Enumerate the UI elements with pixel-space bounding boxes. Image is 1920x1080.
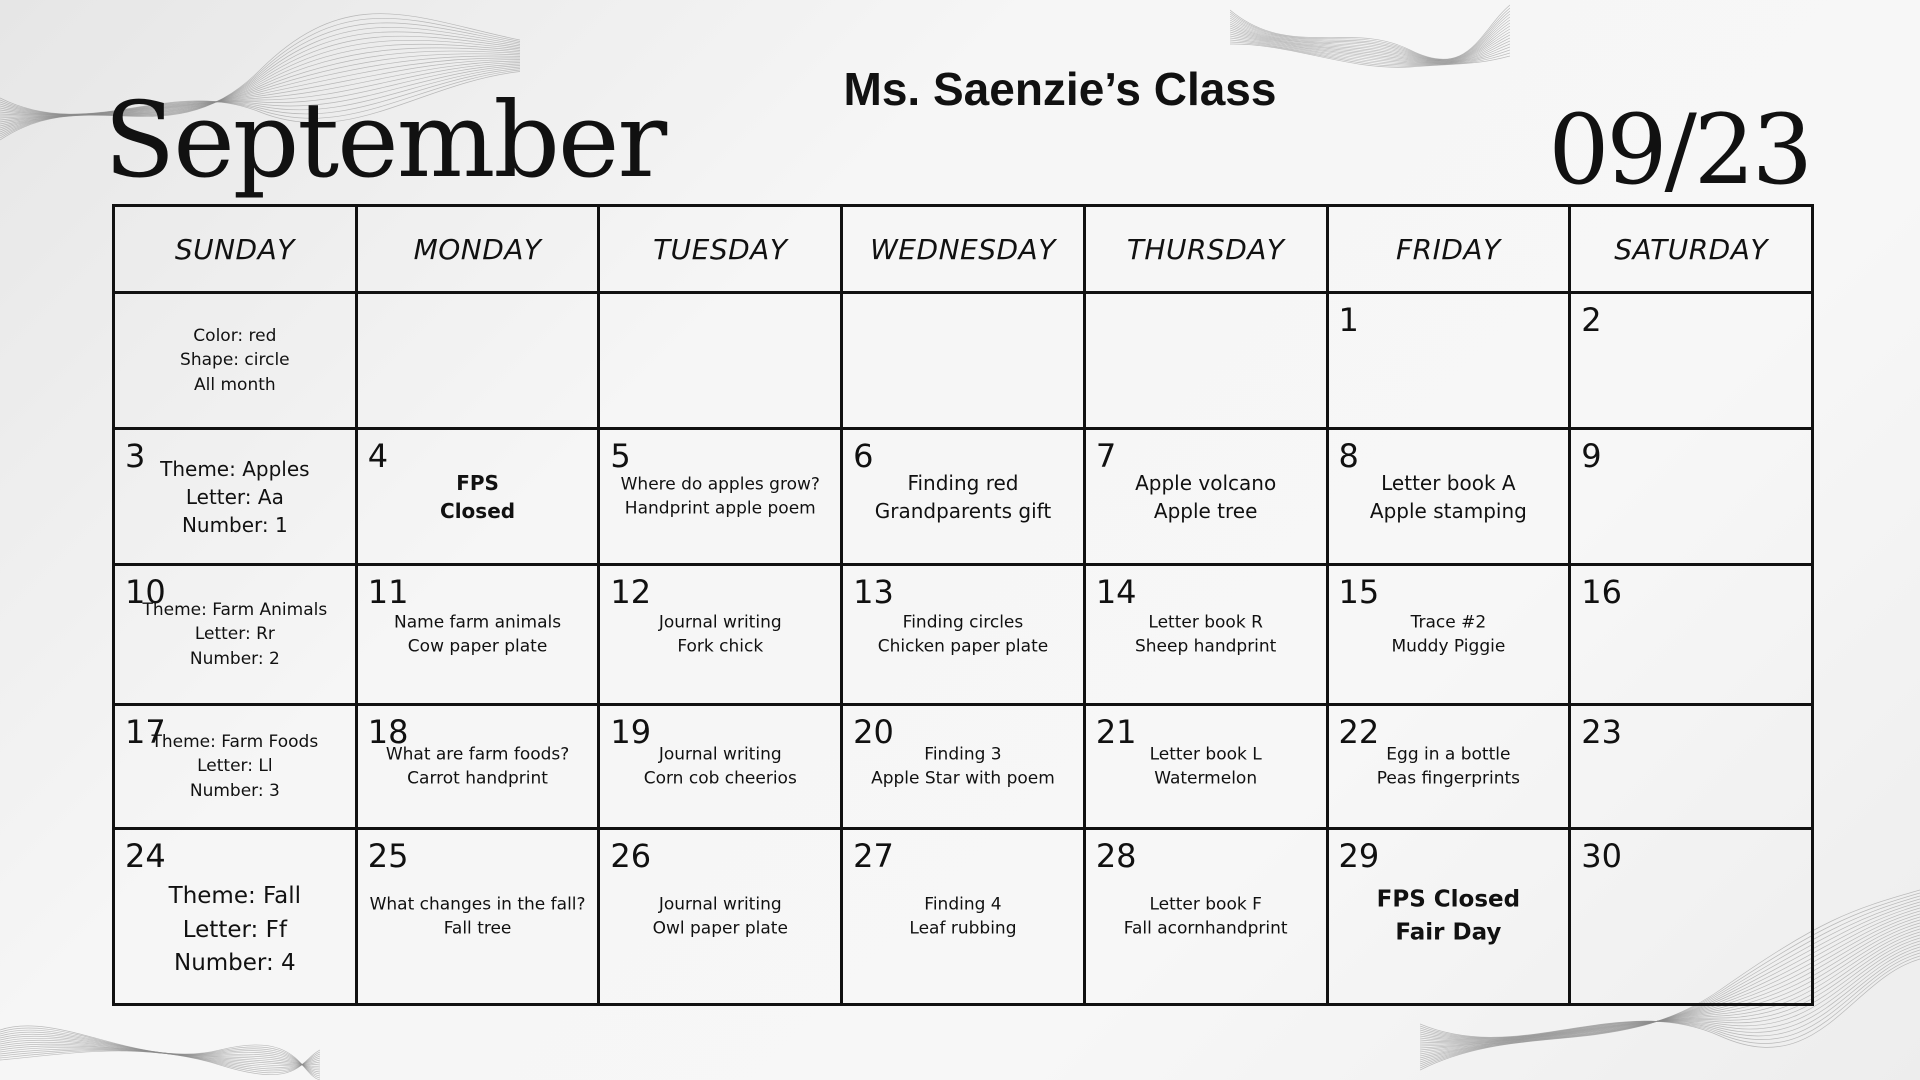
day-cell [356,829,599,1005]
day-number: 11 [367,573,409,611]
activity-line: Apple Star with poem [871,768,1055,789]
day-activities [606,610,834,659]
day-cell [842,829,1085,1005]
day-cell [114,829,357,1005]
day-activities [1335,610,1563,659]
day-number: 21 [1095,713,1137,751]
day-cell [1084,293,1327,429]
day-cell [599,829,842,1005]
day-number: 13 [853,573,894,611]
day-number: 12 [610,573,652,611]
day-cell [356,565,599,705]
activity-line: Muddy Piggie [1391,636,1506,657]
class-title: Ms. Saenzie’s Class [843,63,1277,115]
activity-line: Journal writing [658,611,782,632]
activity-line: Peas fingerprints [1376,768,1521,789]
activity-line: Letter book R [1148,611,1263,632]
weekday-header-thursday: THURSDAY [1084,206,1327,293]
day-activities [606,472,834,521]
day-cell [356,429,599,565]
day-activities [121,324,349,398]
activity-line: Number: 4 [174,950,296,976]
day-activities [1335,883,1563,950]
day-activities [849,469,1077,525]
day-number: 3 [125,437,146,475]
day-cell [1327,705,1570,829]
day-number: 9 [1581,437,1602,475]
activity-line: Fair Day [1395,919,1502,946]
weekday-header-sunday: SUNDAY [114,206,357,293]
day-activities [121,880,349,980]
day-activities [1092,469,1320,525]
day-number: 19 [610,713,652,751]
activity-line: Number: 1 [181,512,288,537]
weekday-header-row [114,206,1813,293]
day-activities [364,742,592,791]
day-cell [1327,565,1570,705]
day-number: 18 [367,713,409,751]
day-activities [606,892,834,941]
activity-line: Finding 4 [924,893,1002,914]
day-number: 30 [1581,837,1622,875]
day-number: 1 [1338,301,1359,339]
day-cell [842,429,1085,565]
activity-line: FPS [456,470,499,495]
day-cell [1084,565,1327,705]
activity-line: Fall acornhandprint [1123,918,1288,939]
week-row [114,705,1813,829]
week-row [114,293,1813,429]
activity-line: Chicken paper plate [877,636,1049,657]
activity-line: Leaf rubbing [909,918,1017,939]
activity-line: Watermelon [1154,768,1258,789]
day-activities [849,610,1077,659]
month-year-code: 09/23 [1548,94,1810,206]
activity-line: Journal writing [658,743,782,764]
activity-line: Finding red [907,470,1019,495]
activity-line: Carrot handprint [407,768,548,789]
day-cell [114,429,357,565]
day-number: 20 [853,713,894,751]
activity-line: Number: 3 [189,780,280,801]
activity-line: Letter: Aa [185,484,284,509]
day-activities [1092,742,1320,791]
day-activities [1335,469,1563,525]
activity-line: Finding 3 [924,743,1002,764]
day-number: 10 [125,573,166,611]
activity-line: Sheep handprint [1134,636,1277,657]
day-activities [1092,610,1320,659]
day-cell [599,705,842,829]
weekday-header-tuesday: TUESDAY [599,206,842,293]
activity-line: Letter: Ll [197,756,273,777]
activity-line: Closed [440,498,516,523]
day-number: 8 [1338,437,1359,475]
activity-line: Letter: Ff [182,916,287,943]
day-activities [121,730,349,804]
day-activities [1335,742,1563,791]
day-activities [364,892,592,941]
day-activities [121,598,349,672]
day-cell [842,565,1085,705]
activity-line: Color: red [193,325,277,346]
day-cell [599,293,842,429]
day-number: 23 [1581,713,1622,751]
day-number: 14 [1095,573,1137,611]
activity-line: Journal writing [658,893,782,914]
activity-line: Name farm animals [394,611,562,632]
week-row [114,429,1813,565]
day-cell [842,293,1085,429]
activity-line: Fall tree [443,918,512,939]
weekday-header-monday: MONDAY [356,206,599,293]
day-cell [114,705,357,829]
activity-line: Cow paper plate [407,636,548,657]
day-activities [121,455,349,539]
day-number: 4 [367,437,389,475]
day-cell [1327,293,1570,429]
day-activities [364,469,592,525]
activity-line: Theme: Farm Foods [151,731,319,752]
day-number: 2 [1581,301,1602,339]
day-activities [849,892,1077,941]
day-number: 28 [1095,837,1137,875]
activity-line: Handprint apple poem [624,498,816,519]
activity-line: Owl paper plate [652,918,788,939]
day-cell [1570,293,1813,429]
day-cell [1327,429,1570,565]
day-cell [842,705,1085,829]
activity-line: Number: 2 [189,648,280,669]
activity-line: Theme: Farm Animals [142,599,328,620]
activity-line: Finding circles [902,611,1024,632]
activity-line: Letter book F [1149,893,1262,914]
day-activities [606,742,834,791]
activity-line: All month [194,374,276,395]
wave-decoration-bottom-left [0,1000,320,1080]
activity-line: Apple volcano [1135,470,1277,495]
calendar-grid [112,204,1814,1006]
day-activities [1092,892,1320,941]
activity-line: FPS Closed [1376,886,1521,913]
activity-line: Fork chick [677,636,764,657]
day-number: 7 [1095,437,1117,475]
activity-line: Shape: circle [180,350,290,371]
day-cell [1570,829,1813,1005]
day-cell [1570,705,1813,829]
day-number: 29 [1338,837,1380,875]
weekday-header-friday: FRIDAY [1327,206,1570,293]
activity-line: Apple tree [1153,498,1258,523]
day-cell [1084,829,1327,1005]
activity-line: Grandparents gift [874,498,1052,523]
activity-line: Letter book L [1149,743,1262,764]
activity-line: What changes in the fall? [369,893,586,914]
day-number: 15 [1338,573,1380,611]
day-number: 5 [610,437,631,475]
day-number: 17 [125,713,166,751]
day-cell [356,705,599,829]
day-number: 16 [1581,573,1622,611]
day-cell [1570,429,1813,565]
day-cell [356,293,599,429]
day-cell [114,565,357,705]
day-cell [599,565,842,705]
day-number: 27 [853,837,894,875]
day-cell [1570,565,1813,705]
day-number: 22 [1338,713,1380,751]
week-row [114,565,1813,705]
day-cell [1327,829,1570,1005]
month-title: September [104,79,666,201]
day-number: 6 [853,437,874,475]
activity-line: Trace #2 [1410,611,1487,632]
day-cell [1084,705,1327,829]
activity-line: Letter book A [1381,470,1516,495]
activity-line: Corn cob cheerios [643,768,797,789]
day-number: 26 [610,837,652,875]
day-cell [1084,429,1327,565]
day-number: 24 [125,837,166,875]
day-activities [364,610,592,659]
activity-line: Theme: Apples [160,456,310,481]
weekday-header-saturday: SATURDAY [1570,206,1813,293]
activity-line: Apple stamping [1369,498,1527,523]
activity-line: Theme: Fall [168,883,302,910]
day-cell [599,429,842,565]
activity-line: What are farm foods? [385,743,570,764]
activity-line: Letter: Rr [194,624,275,645]
activity-line: Where do apples grow? [620,473,820,494]
day-activities [849,742,1077,791]
weekday-header-wednesday: WEDNESDAY [842,206,1085,293]
day-cell [114,293,357,429]
week-row [114,829,1813,1005]
activity-line: Egg in a bottle [1386,743,1511,764]
day-number: 25 [367,837,409,875]
